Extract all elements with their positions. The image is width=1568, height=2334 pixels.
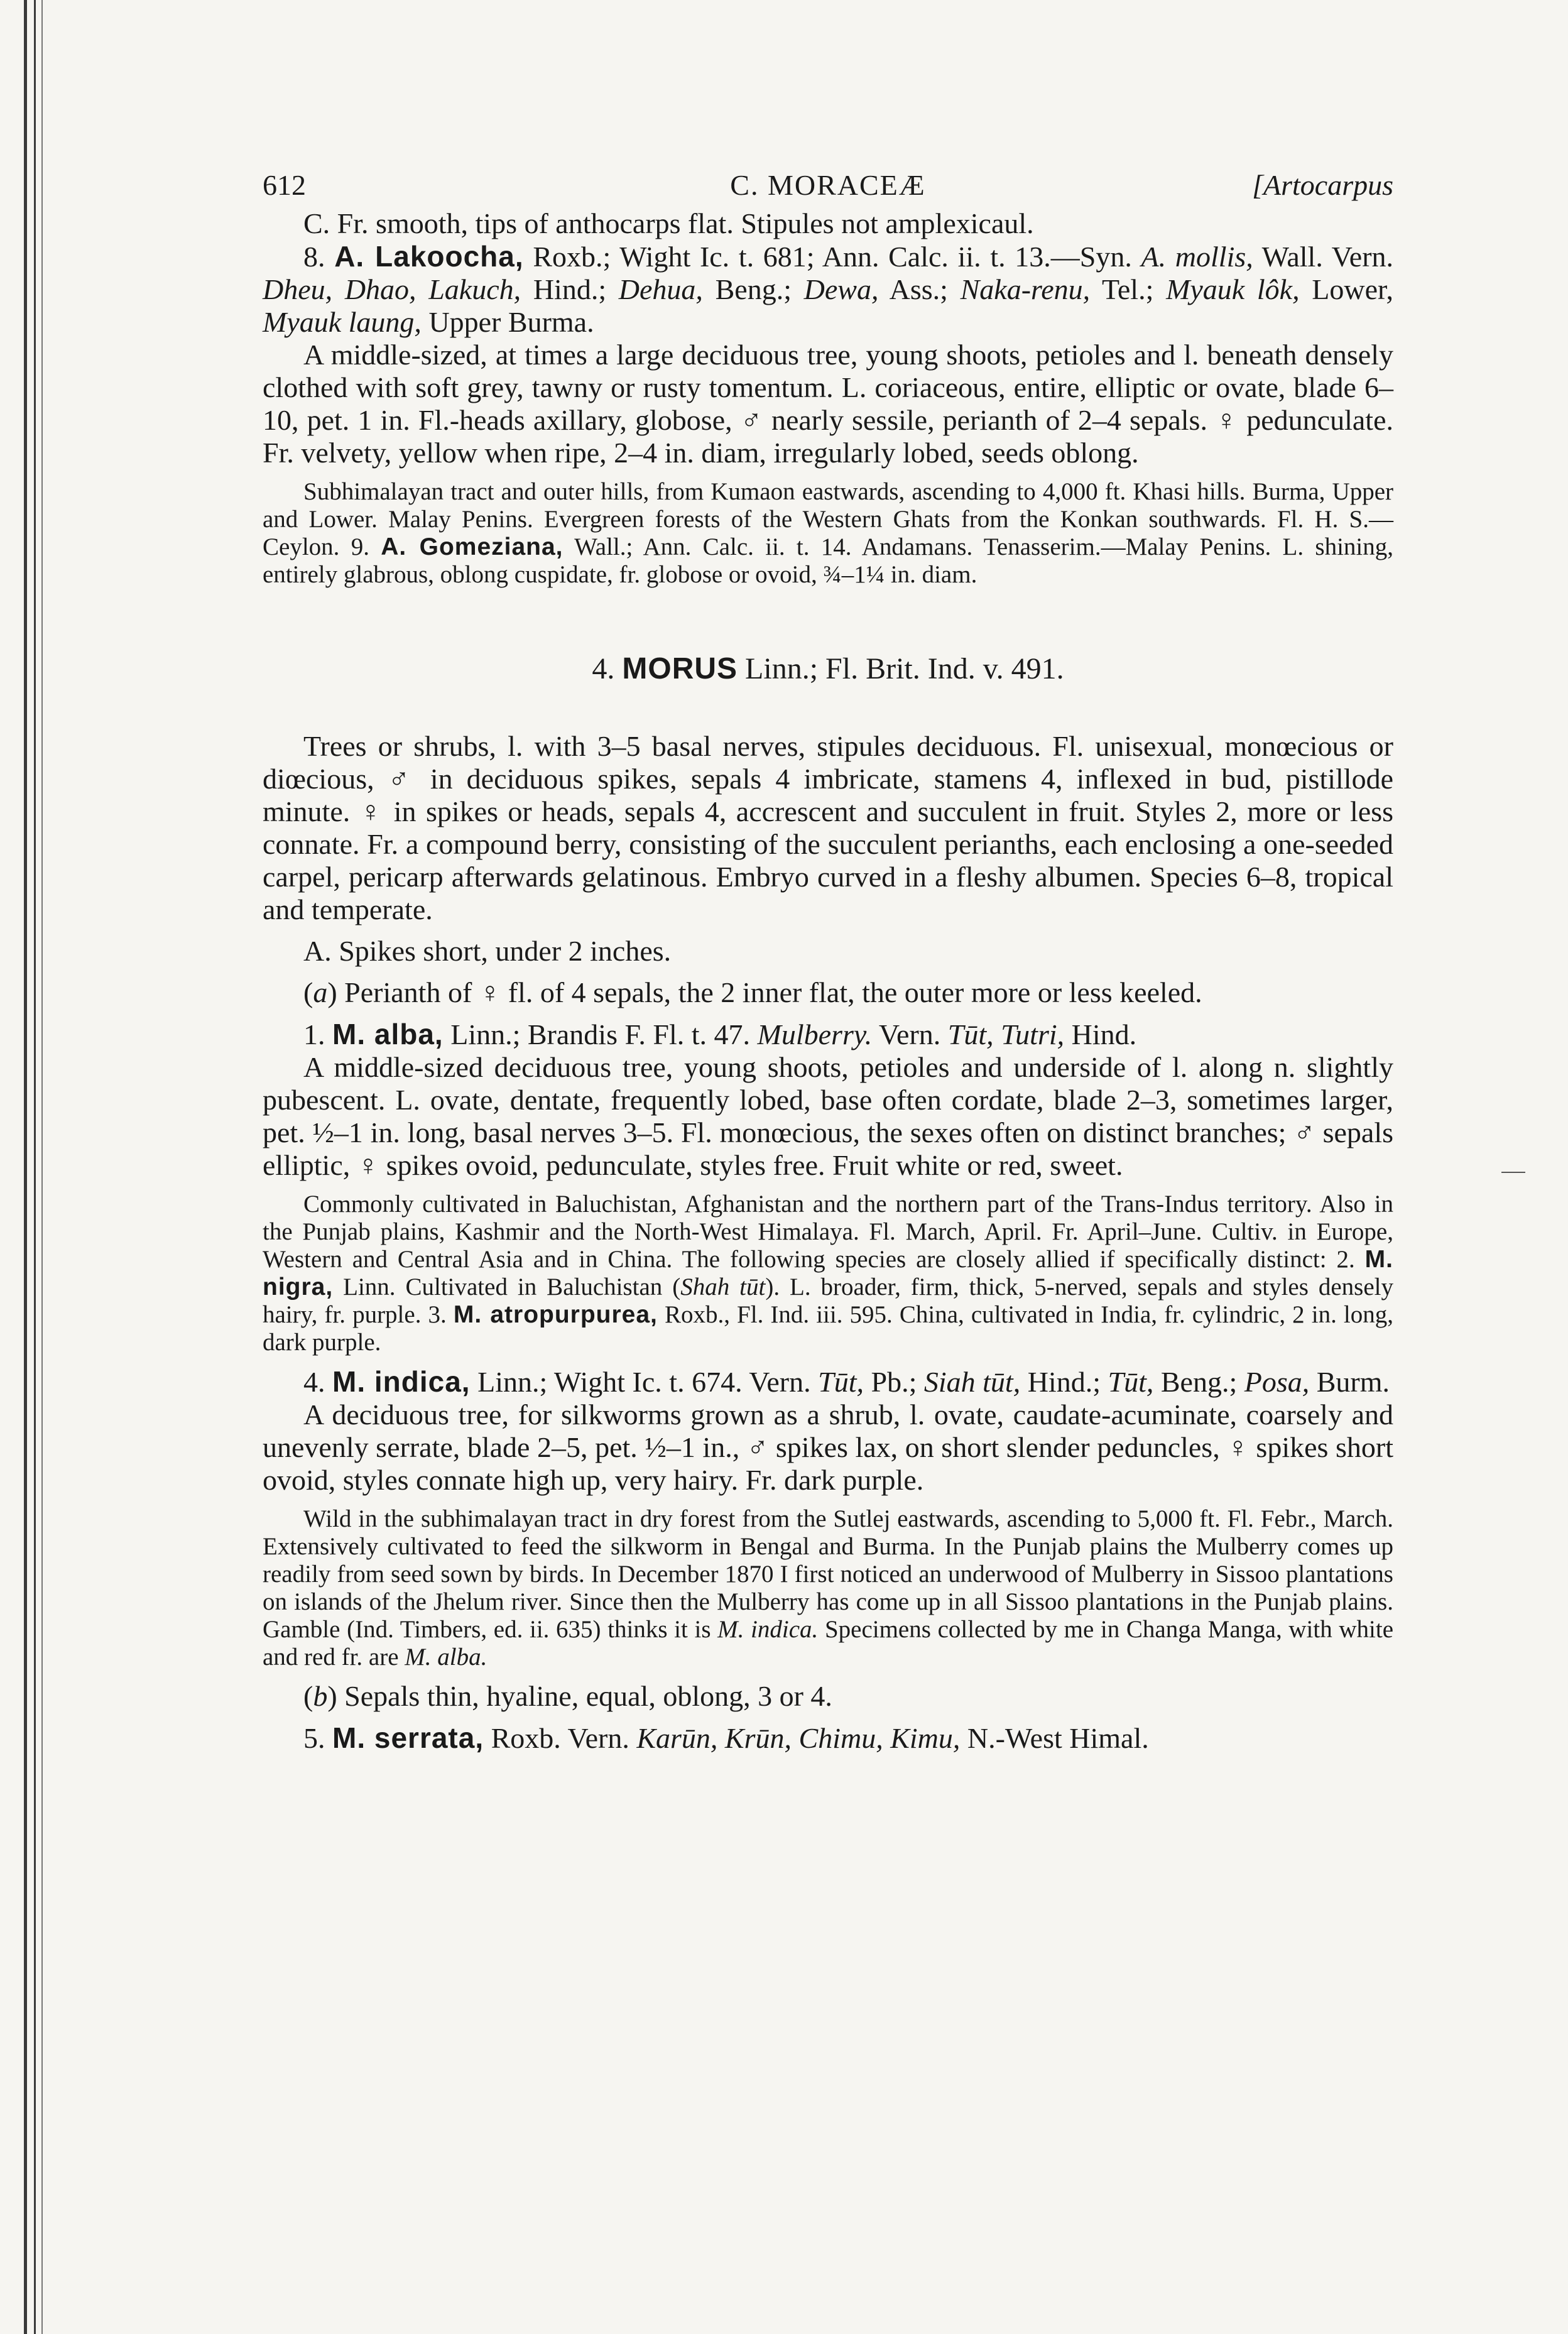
key-line: A. Spikes short, under 2 inches.	[303, 935, 672, 967]
page-header	[263, 157, 1393, 207]
genus-heading: 4. MORUS Linn.; Fl. Brit. Ind. v. 491.	[592, 652, 1064, 685]
page-number: 612	[263, 169, 306, 201]
margin-mark	[1501, 1172, 1525, 1173]
species-description: A deciduous tree, for silkworms grown as a shrub, l. ovate, caudate-acuminate, coarsely and unevenly serrate, blade 2–5, pet. ½–1 in., ♂ spikes lax, on short slender peduncles, ♀ spikes short ovoid, styles connate high up, very hairy. Fr. dark purple.	[263, 1399, 1393, 1496]
genus-description: Trees or shrubs, l. with 3–5 basal nerves, stipules deciduous. Fl. unisexual, monœcious or diœcious, ♂ in deciduous spikes, sepals 4 imbricate, stamens 4, inflexed in bud, pistillode minute. ♀ in spikes or heads, sepals 4, accrescent and succulent in fruit. Styles 2, more or less connate. Fr. a compound berry, consisting of the succulent perianths, each enclosing a one-seeded carpel, pericarp afterwards gelatinous. Embryo curved in a fleshy albumen. Species 6–8, tropical and temperate.	[263, 730, 1393, 925]
running-head: C. MORACEÆ	[730, 169, 926, 201]
distribution-note: Commonly cultivated in Baluchistan, Afghanistan and the northern part of the Trans-Indus territory. Also in the Punjab plains, Kashmir and the North-West Himalaya. Fl. March, April. Fr. April–June. Cultiv. in Europe, Western and Central Asia and in China. The following species are closely allied if specifically distinct: 2. M. nigra, Linn. Cultivated in Baluchistan (Shah tūt). L. broader, firm, thick, 5-nerved, sepals and styles densely hairy, fr. purple. 3. M. atropurpurea, Roxb., Fl. Ind. iii. 595. China, cultivated in India, fr. cylindric, 2 in. long, dark purple.	[263, 1191, 1393, 1356]
species-heading: 1. M. alba, Linn.; Brandis F. Fl. t. 47. Mulberry. Vern. Tūt, Tutri, Hind.	[303, 1018, 1137, 1050]
page	[263, 157, 1393, 1755]
species-heading: 8. A. Lakoocha, Roxb.; Wight Ic. t. 681; Ann. Calc. ii. t. 13.—Syn. A. mollis, Wall. Vern. Dheu, Dhao, Lakuch, Hind.; Dehua, Beng.; Dewa, Ass.; Naka-renu, Tel.; Myauk lôk, Lower, Myauk laung, Upper Burma.	[263, 240, 1394, 338]
species-heading: 5. M. serrata, Roxb. Vern. Karūn, Krūn, Chimu, Kimu, N.-West Himal.	[303, 1721, 1149, 1754]
distribution-note: Wild in the subhimalayan tract in dry forest from the Sutlej eastwards, ascending to 5,000 ft. Fl. Febr., March. Extensively cultivated to feed the silkworm in Bengal and Burma. In the Punjab plains the Mulberry comes up readily from seed sown by birds. In December 1870 I first noticed an underwood of Mulberry in Sissoo plantations on islands of the Jhelum river. Since then the Mulberry has come up in all Sissoo plantations in the Punjab plains. Gamble (Ind. Timbers, ed. ii. 635) thinks it is M. indica. Specimens collected by me in Changa Manga, with white and red fr. are M. alba.	[263, 1505, 1394, 1671]
scan-edge-line	[34, 0, 36, 2334]
key-line: (b) Sepals thin, hyaline, equal, oblong, 3 or 4.	[303, 1680, 832, 1712]
scan-edge-line	[41, 0, 43, 2334]
species-description: A middle-sized, at times a large deciduous tree, young shoots, petioles and l. beneath densely clothed with soft grey, tawny or rusty tomentum. L. coriaceous, entire, elliptic or ovate, blade 6–10, pet. 1 in. Fl.-heads axillary, globose, ♂ nearly sessile, perianth of 2–4 sepals. ♀ pedunculate. Fr. velvety, yellow when ripe, 2–4 in. diam, irregularly lobed, seeds oblong.	[263, 339, 1393, 469]
key-line: (a) Perianth of ♀ fl. of 4 sepals, the 2 inner flat, the outer more or less keeled.	[303, 976, 1202, 1008]
scan-edge-line	[24, 0, 27, 2334]
genus-header: [Artocarpus	[1252, 169, 1393, 201]
distribution-note: Subhimalayan tract and outer hills, from Kumaon eastwards, ascending to 4,000 ft. Khasi hills. Burma, Upper and Lower. Malay Penins. Evergreen forests of the Western Ghats from the Konkan southwards. Fl. H. S.—Ceylon. 9. A. Gomeziana, Wall.; Ann. Calc. ii. t. 14. Andamans. Tenasserim.—Malay Penins. L. shining, entirely glabrous, oblong cuspidate, fr. globose or ovoid, ¾–1¼ in. diam.	[263, 478, 1393, 588]
species-heading: 4. M. indica, Linn.; Wight Ic. t. 674. Vern. Tūt, Pb.; Siah tūt, Hind.; Tūt, Beng.; Posa, Burm.	[303, 1365, 1390, 1398]
species-description: A middle-sized deciduous tree, young shoots, petioles and underside of l. along n. slightly pubescent. L. ovate, dentate, frequently lobed, base often cordate, blade 2–3, sometimes larger, pet. ½–1 in. long, basal nerves 3–5. Fl. monœcious, the sexes often on distinct branches; ♂ sepals elliptic, ♀ spikes ovoid, pedunculate, styles free. Fruit white or red, sweet.	[263, 1051, 1393, 1181]
key-line: C. Fr. smooth, tips of anthocarps flat. Stipules not amplexicaul.	[303, 207, 1034, 239]
